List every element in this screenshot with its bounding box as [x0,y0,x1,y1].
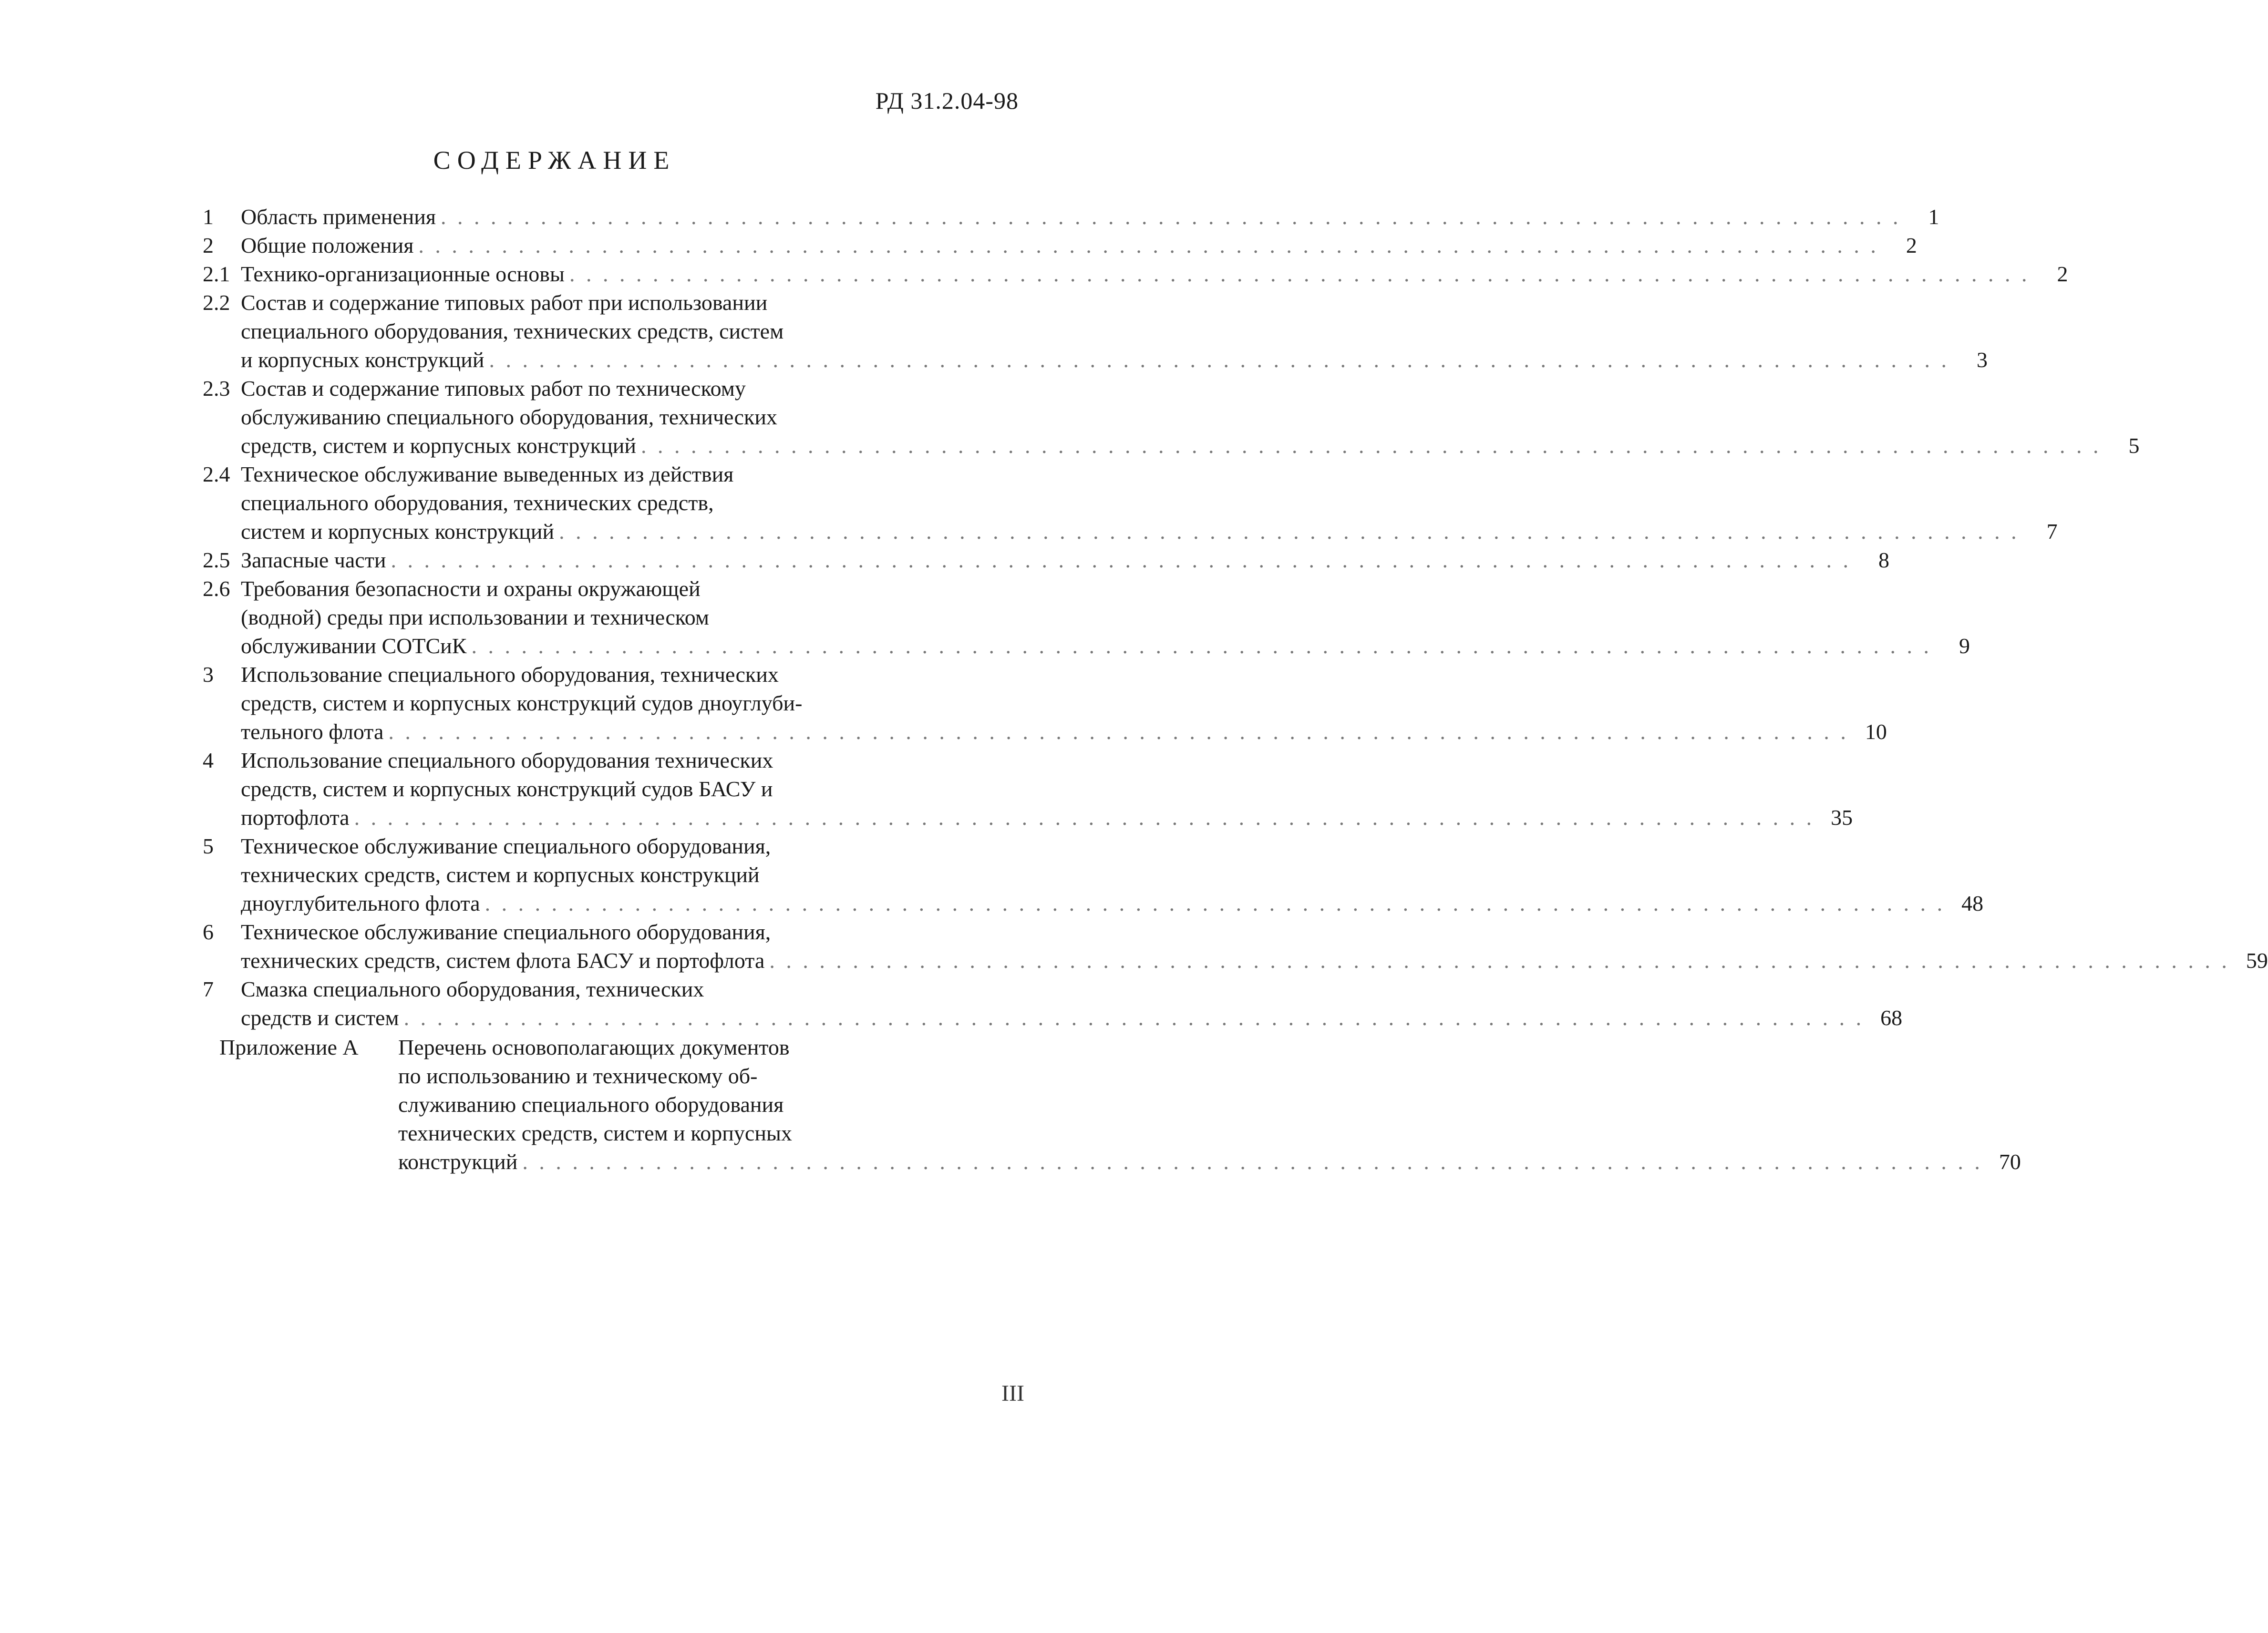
toc-entry-text: тельного флота [241,719,384,744]
toc-entry-text: обслуживанию специального оборудования, технических [241,405,777,429]
toc-entry-text: Требования безопасности и охраны окружающей [241,576,701,601]
toc-entry-page: 9 [1959,634,1970,658]
toc-entry-text: Состав и содержание типовых работ при использовании [241,290,768,315]
toc-entry [203,203,1939,231]
toc-entry-text: Техническое обслуживание выведенных из действия [241,462,734,486]
toc-entry [203,832,1984,918]
dot-leader [489,346,1950,374]
toc-entry-text: средств и систем [241,1006,399,1030]
toc-entry-page: 5 [2128,433,2140,458]
toc-entry-number: 2.2 [203,290,230,315]
toc-entry-number: 4 [203,748,214,772]
appendix-text: по использованию и техническому об- [398,1064,758,1088]
toc-entry-number: 5 [203,834,214,858]
toc-entry-text: (водной) среды при использовании и техническом [241,605,710,629]
toc-entry [203,660,1887,746]
dot-leader [641,431,2102,460]
toc-entry-text: технических средств, систем и корпусных конструкций [241,863,760,887]
toc-entry-text: специального оборудования, технических средств, систем [241,319,784,343]
toc-entry-text: Технико-организационные основы [241,262,565,286]
toc-entry-page: 1 [1928,205,1939,229]
toc-entry-text: Состав и содержание типовых работ по техническому [241,376,746,401]
toc-entry-number: 2.5 [203,548,230,572]
toc-entry-text: средств, систем и корпусных конструкций судов дноуглуби- [241,691,803,715]
dot-leader [418,231,1879,260]
appendix-text: Перечень основополагающих документов [398,1035,790,1059]
toc-entry-number: 3 [203,662,214,687]
toc-entry [203,231,1917,260]
toc-entry-page: 8 [1878,548,1889,572]
dot-leader [388,718,1849,746]
toc-entry [203,374,2140,460]
page-title: СОДЕРЖАНИЕ [433,146,676,175]
toc-entry [203,260,2068,288]
toc-entry-text: Общие положения [241,233,414,257]
toc-entry-text: Использование специального оборудования технических [241,748,773,772]
toc-entry [203,975,1903,1032]
toc-entry-number: 7 [203,977,214,1001]
toc-entry-page: 7 [2046,519,2058,544]
toc-entry [203,918,2268,975]
dot-leader [485,889,1946,918]
toc-entry-page: 48 [1961,891,1984,915]
dot-leader [769,946,2230,975]
toc-entry-number: 2.4 [203,462,230,486]
toc-entry-text: систем и корпусных конструкций [241,519,555,544]
appendix-text: технических средств, систем и корпусных [398,1121,792,1145]
dot-leader [404,1004,1865,1032]
toc-entry-text: Использование специального оборудования, технических [241,662,779,687]
toc-entry-number: 2 [203,233,214,257]
toc-entry [203,546,1889,575]
appendix-text: конструкций [398,1150,518,1174]
toc-entry [203,746,1853,832]
appendix-page: 70 [1999,1150,2021,1174]
toc-entry-number: 2.6 [203,576,230,601]
dot-leader [559,517,2020,546]
toc-entry [203,288,1988,374]
toc-entry-text: специального оборудования, технических средств, [241,491,714,515]
toc-entry-page: 10 [1865,719,1887,744]
toc-entry-page: 2 [2057,262,2068,286]
dot-leader [569,260,2030,288]
toc-entry-text: дноуглубительного флота [241,891,480,915]
toc-entry-page: 35 [1831,805,1853,830]
dot-leader [522,1148,1983,1176]
toc-entry [203,460,2058,546]
toc-entry-text: средств, систем и корпусных конструкций [241,433,636,458]
toc-entry-text: Техническое обслуживание специального оборудования, [241,920,771,944]
toc-entry-text: Область применения [241,205,436,229]
document-number: РД 31.2.04-98 [875,87,1019,114]
dot-leader [354,803,1815,832]
toc-entry-number: 6 [203,920,214,944]
toc-entry-number: 1 [203,205,214,229]
toc-entry-text: портофлота [241,805,350,830]
toc-appendix [203,1033,2021,1176]
toc-entry-text: обслуживании СОТСиК [241,634,467,658]
appendix-label: Приложение А [219,1035,359,1059]
toc-entry-page: 2 [1906,233,1917,257]
toc-entry-text: технических средств, систем флота БАСУ и портофлота [241,948,765,973]
toc-entry-text: и корпусных конструкций [241,348,485,372]
toc-entry-number: 2.1 [203,262,230,286]
toc-entry-text: Техническое обслуживание специального оборудования, [241,834,771,858]
dot-leader [441,203,1901,231]
toc-entry-text: Смазка специального оборудования, технических [241,977,704,1001]
toc-entry-text: средств, систем и корпусных конструкций судов БАСУ и [241,777,773,801]
appendix-text: служиванию специального оборудования [398,1092,784,1117]
table-of-contents [203,203,2268,1176]
dot-leader [391,546,1851,575]
toc-entry-number: 2.3 [203,376,230,401]
dot-leader [471,632,1932,660]
page-number: III [1001,1381,1024,1406]
toc-entry-page: 68 [1880,1006,1903,1030]
toc-entry-text: Запасные части [241,548,386,572]
toc-entry-page: 3 [1977,348,1988,372]
toc-entry [203,575,1970,660]
toc-entry-page: 59 [2246,948,2268,973]
